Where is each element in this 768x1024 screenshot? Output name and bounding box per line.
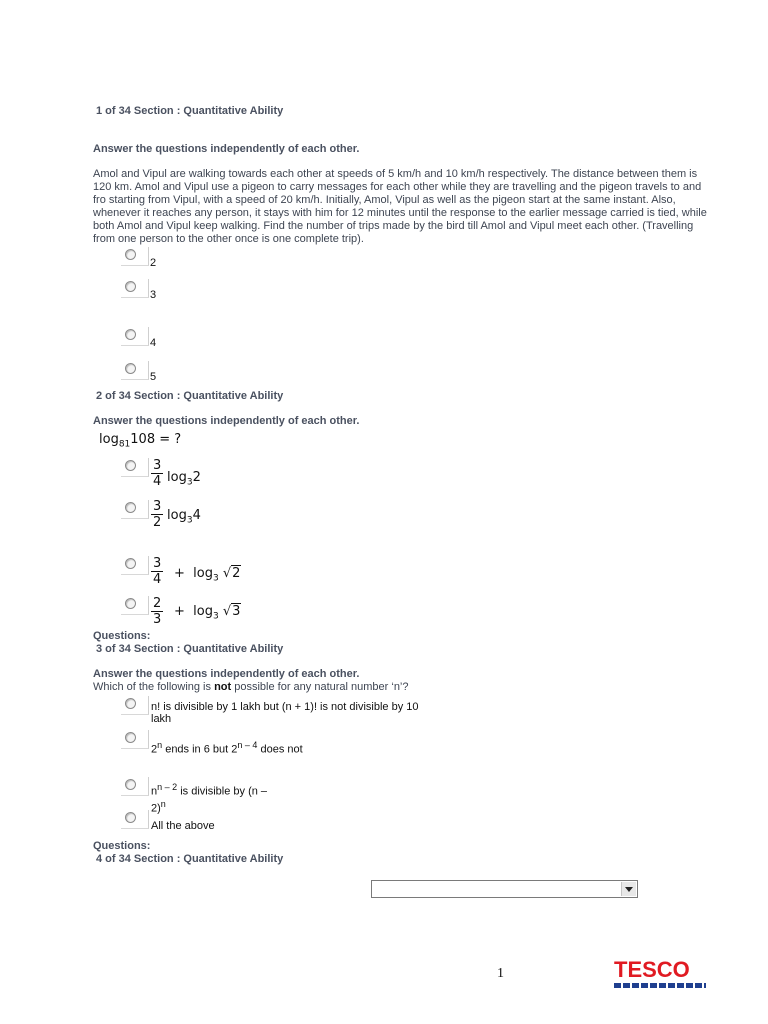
radio-circle-icon (125, 698, 136, 709)
square-root-symbol: √3 (222, 604, 241, 619)
q4-questions-label: Questions: (93, 840, 151, 852)
q1-instruction: Answer the questions independently of each other. (93, 143, 360, 155)
q2-option-1-log: $\log_32$ (167, 470, 201, 488)
q2-option-4-radio[interactable] (121, 596, 149, 615)
q3-option-3-label: $n^{n - 2}$ is divisible by (n – 2)$^n$ (151, 782, 268, 815)
q2-option-2-log: $\log_34$ (167, 508, 201, 526)
q2-option-4-fraction: 2 3 (153, 596, 162, 627)
radio-circle-icon (125, 779, 136, 790)
q1-option-3-radio[interactable] (121, 327, 149, 346)
q1-option-2-label: 3 (150, 289, 157, 301)
q1-option-3-label: 4 (150, 337, 157, 349)
radio-circle-icon (125, 363, 136, 374)
q3-option-2-label: 2$^n$ ends in 6 but 2$^{n - 4}$ does not (151, 740, 303, 756)
q3-option-1-label: n! is divisible by 1 lakh but (n + 1)! is not divisible by 10 lakh (151, 701, 419, 725)
radio-circle-icon (125, 598, 136, 609)
q3-questions-label: Questions: (93, 630, 151, 642)
q2-option-4-expression: + $\log_3 √3$ (174, 604, 241, 622)
q3-option-4-label: All the above (151, 820, 215, 832)
q3-option-4-radio[interactable] (121, 810, 149, 829)
q1-option-2-radio[interactable] (121, 279, 149, 298)
q2-question-expression: $\log_{81}108$ = ? (99, 432, 182, 450)
radio-circle-icon (125, 502, 136, 513)
q4-answer-dropdown[interactable] (371, 880, 638, 898)
q2-instruction: Answer the questions independently of each other. (93, 415, 360, 427)
q3-option-2-radio[interactable] (121, 730, 149, 749)
q1-question-text: Amol and Vipul are walking towards each other at speeds of 5 km/h and 10 km/h respectively. The distance between them is 120 km. Amol and Vipul use a pigeon to carry messages for each other while they are travelling and the pigeon travels to and fro starting from Vipul, with a speed of 20 km/h. Initially, Amol, Vipul as well as the pigeon start at the same instant. Also, whenever it reaches any person, it stays with him for 12 minutes until the response to the earlier message carried is tied, while both Amol and Vipul keep walking. Find the number of trips made by the bird till Amol and Vipul meet each other. (Travelling from one person to the other once is one complete trip). (93, 168, 707, 245)
q2-option-1-fraction: 3 4 (153, 458, 162, 489)
page-number: 1 (497, 966, 504, 981)
radio-circle-icon (125, 460, 136, 471)
q2-option-1-radio[interactable] (121, 458, 149, 477)
q1-option-1-label: 2 (150, 257, 157, 269)
q3-option-1-radio[interactable] (121, 696, 149, 715)
radio-circle-icon (125, 281, 136, 292)
q3-section-header: 3 of 34 Section : Quantitative Ability (96, 643, 284, 655)
q2-option-3-fraction: 3 4 (153, 556, 162, 587)
q3-instruction: Answer the questions independently of each other. (93, 668, 360, 680)
q2-option-2-fraction: 3 2 (153, 499, 162, 530)
radio-circle-icon (125, 558, 136, 569)
q4-section-header: 4 of 34 Section : Quantitative Ability (96, 853, 284, 865)
q2-option-2-radio[interactable] (121, 500, 149, 519)
q1-option-1-radio[interactable] (121, 247, 149, 266)
q2-option-3-radio[interactable] (121, 556, 149, 575)
q1-option-4-radio[interactable] (121, 361, 149, 380)
q3-question-stem: Which of the following is not possible for any natural number ‘n’? (93, 681, 409, 693)
chevron-down-icon[interactable] (621, 882, 636, 896)
q3-option-3-radio[interactable] (121, 777, 149, 796)
q1-section-header: 1 of 34 Section : Quantitative Ability (96, 105, 284, 117)
q2-option-3-expression: + $\log_3 √2$ (174, 566, 241, 584)
radio-circle-icon (125, 329, 136, 340)
q2-section-header: 2 of 34 Section : Quantitative Ability (96, 390, 284, 402)
radio-circle-icon (125, 812, 136, 823)
q1-option-4-label: 5 (150, 371, 157, 383)
tesco-logo (614, 958, 706, 988)
radio-circle-icon (125, 249, 136, 260)
logo-stripes-icon (614, 983, 706, 988)
square-root-symbol: √2 (222, 566, 241, 581)
logo-text: TESCO (614, 957, 690, 982)
radio-circle-icon (125, 732, 136, 743)
